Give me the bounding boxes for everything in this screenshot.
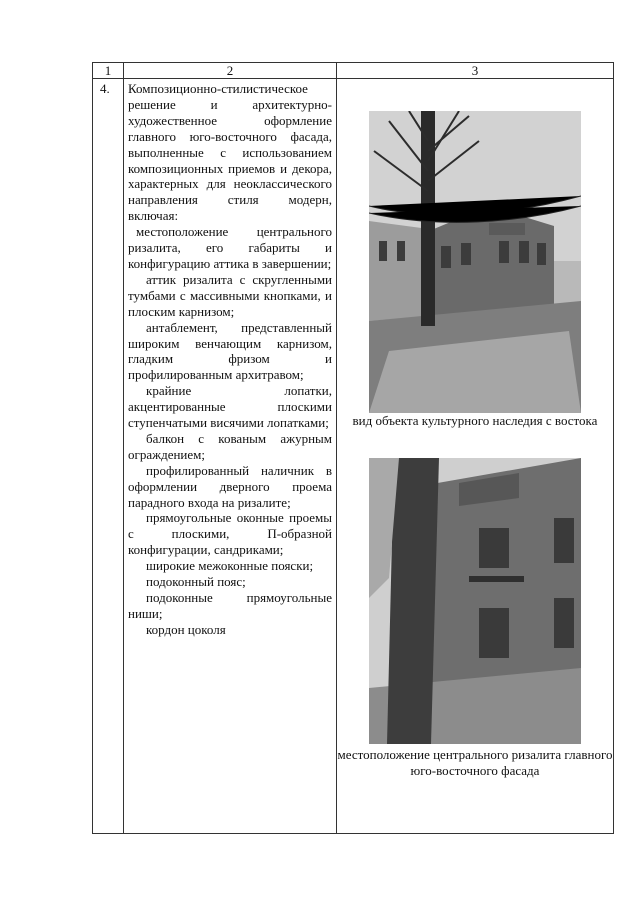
- header-col-3: 3: [337, 63, 614, 79]
- description-item: кордон цоколя: [146, 621, 226, 637]
- description-paragraph-intro: Композиционно-стилистическое решение и архитектурно-художественное оформление главного юго-восточного фасада, выполненные с использованием композиционных приемов и декора, характерных для неоклассического направления стиля модерн, включая:: [128, 81, 332, 224]
- header-col-1: 1: [93, 63, 124, 79]
- photo-caption-east: вид объекта культурного наследия с востока: [352, 413, 598, 428]
- description-item: широкие межоконные пояски;: [146, 558, 314, 574]
- description-cell: [124, 79, 337, 834]
- central-risalit-photo: [369, 458, 581, 744]
- table-header-row: [93, 63, 614, 79]
- photo-risalit-image: [369, 458, 581, 744]
- description-item: крайние лопатки, акцентированные плоскими ступенчатыми висячими лопатками;: [128, 383, 332, 431]
- heritage-table: [92, 62, 614, 834]
- description-item: местоположение центрального ризалита, его габариты и конфигурацию аттика в завершении;: [128, 224, 332, 271]
- row-number: 4.: [93, 79, 124, 834]
- description-item: прямоугольные оконные проемы с плоскими, П-образной конфигурации, сандриками;: [128, 510, 332, 558]
- description-item: подоконный пояс;: [146, 574, 246, 590]
- building-east-view-photo: [369, 111, 581, 413]
- table-row: [93, 79, 614, 834]
- description-item: аттик ризалита с скругленными тумбами с массивными кнопками, и плоским карнизом;: [128, 271, 332, 319]
- header-col-2: 2: [124, 63, 337, 79]
- description-item: балкон с кованым ажурным ограждением;: [128, 430, 332, 462]
- description-item: подоконные прямоугольные ниши;: [128, 590, 332, 621]
- description-item: профилированный наличник в оформлении дверного проема парадного входа на ризалите;: [128, 462, 332, 510]
- photos-cell: [337, 79, 614, 834]
- description-item: антаблемент, представленный широким венчающим карнизом, гладким фризом и профилированным архитравом;: [128, 319, 332, 383]
- photo-caption-risalit: местоположение центрального ризалита главного юго-восточного фасада: [337, 747, 613, 778]
- photo-east-view-image: [369, 111, 581, 413]
